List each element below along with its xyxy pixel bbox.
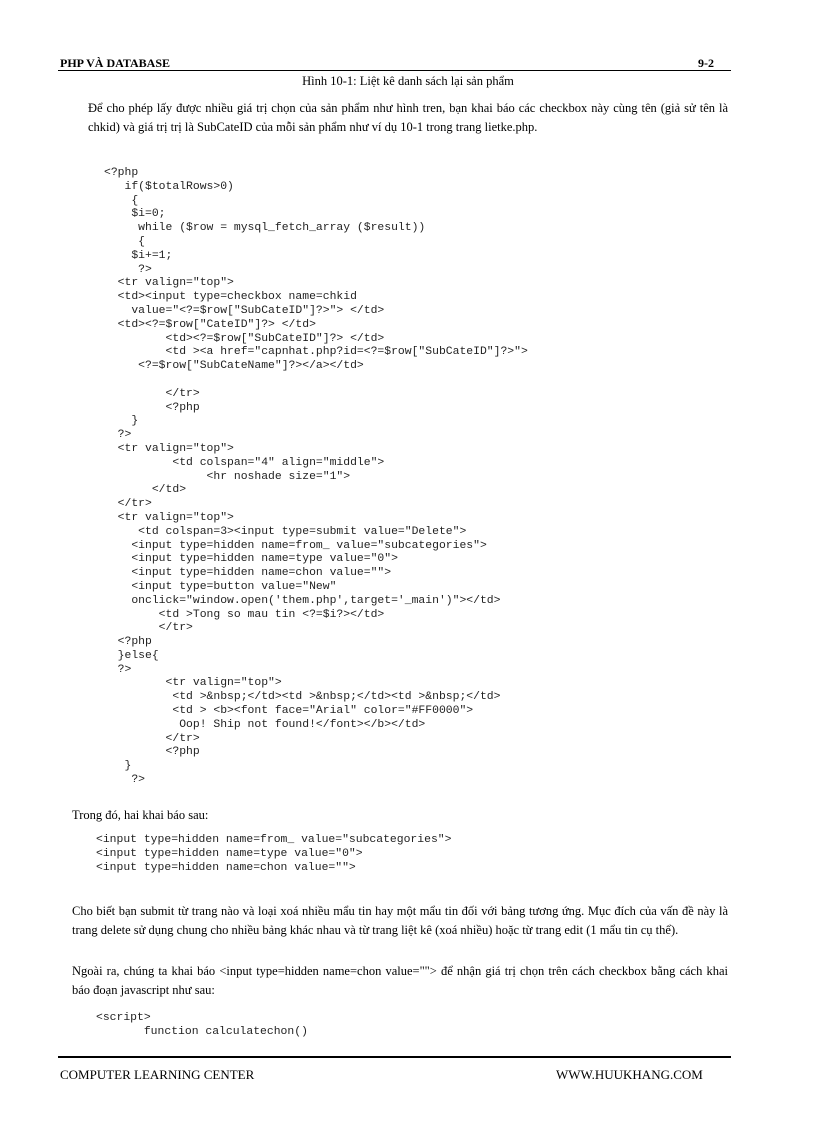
declarations-intro-paragraph: Trong đó, hai khai báo sau:	[72, 808, 209, 822]
header-divider	[58, 70, 731, 71]
footer-left-text: COMPUTER LEARNING CENTER	[60, 1067, 255, 1082]
footer-divider	[58, 1056, 731, 1058]
hidden-inputs-code: <input type=hidden name=from_ value="subcategories"> <input type=hidden name=type value="0"> <input type=hidden name=chon value="">	[96, 834, 452, 874]
additionally-paragraph: Ngoài ra, chúng ta khai báo <input type=hidden name=chon value=""> để nhận giá trị chọn trên cách checkbox bằng cách khai báo đoạn javascript như sau:	[72, 964, 728, 997]
javascript-code: <script> function calculatechon()	[96, 1012, 308, 1038]
intro-paragraph: Để cho phép lấy được nhiều giá trị chọn của sản phẩm như hình tren, bạn khai báo các checkbox này cùng tên (giả sử tên là chkid) và giá trị trị là SubCateID của mỗi sản phẩm như ví dụ 10-1 trong trang lietke.php.	[88, 101, 728, 134]
footer-right-text: WWW.HUUKHANG.COM	[556, 1067, 703, 1082]
header-title: PHP VÀ DATABASE	[60, 56, 171, 70]
page-number: 9-2	[698, 56, 714, 70]
figure-caption: Hình 10-1: Liệt kê danh sách lại sản phẩm	[302, 74, 514, 88]
php-listing-code: <?php if($totalRows>0) { $i=0; while ($row = mysql_fetch_array ($result)) { $i+=1; ?> <tr valign="top"> <td><input type=checkbox name=chkid value="<?=$row["SubCateID"]?>"> </td> <td><?=$row["CateID"]?> </td> <td><?=$row["SubCateID"]?> </td> <td ><a href="capnhat.php?id=<?=$row["SubCateID"]?>"> <?=$row["SubCateName"]?></a></td> </tr> <?php } ?> <tr valign="top"> <td colspan="4" align="middle"> <hr noshade size="1"> </td> </tr> <tr valign="top"> <td colspan=3><input type=submit value="Delete"> <input type=hidden name=from_ value="subcategories"> <input type=hidden name=type value="0"> <input type=hidden name=chon value=""> <input type=button value="New" onclick="window.open('them.php',target='_main')"></td> <td >Tong so mau tin <?=$i?></td> </tr> <?php }else{ ?> <tr valign="top"> <td >&nbsp;</td><td >&nbsp;</td><td >&nbsp;</td> <td > <b><font face="Arial" color="#FF0000"> Oop! Ship not found!</font></b></td> </tr> <?php } ?>	[104, 167, 528, 787]
explanation-paragraph: Cho biết bạn submit từ trang nào và loại xoá nhiều mẩu tin hay một mẩu tin đối với bảng tương ứng. Mục đích của vấn đề này là trang delete sử dụng chung cho nhiều bảng khác nhau và từ trang liệt kê (xoá nhiều) hoặc từ trang edit (1 mẩu tin cụ thể).	[72, 904, 728, 937]
